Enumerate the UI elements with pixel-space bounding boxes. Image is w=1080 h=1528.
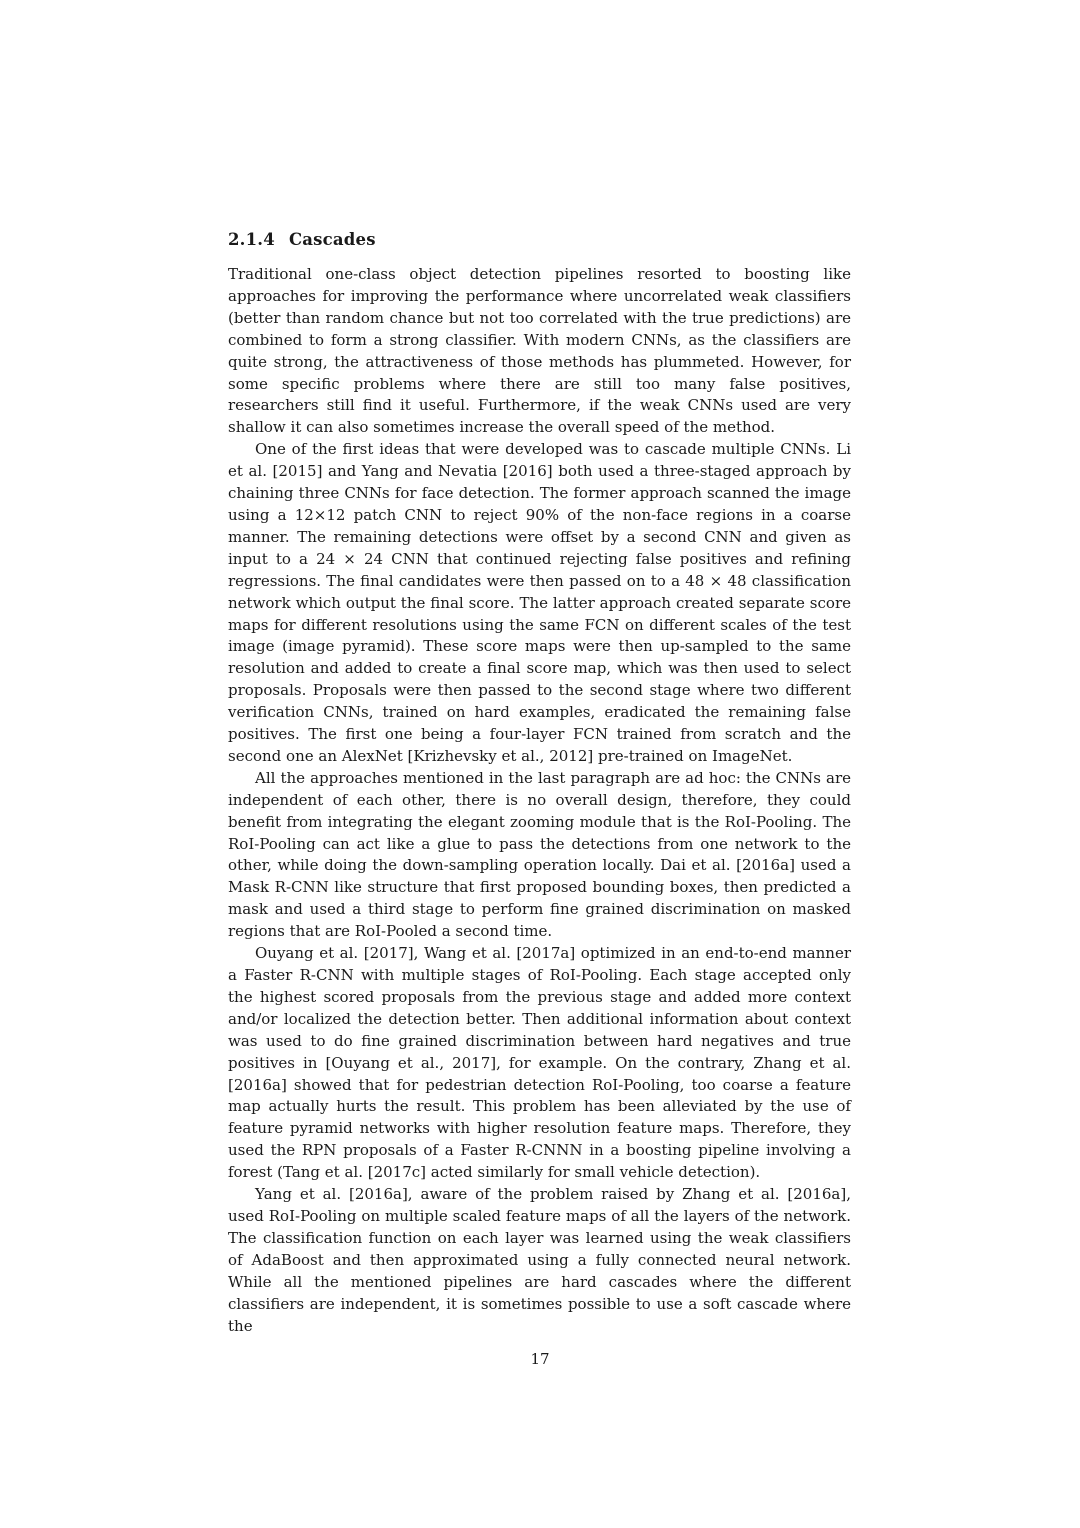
paragraph-2: One of the first ideas that were developed was to cascade multiple CNNs. Li et al. [2015] and Yang and Nevatia [2016] both used a three-staged approach by chaining three CNNs for face detection. The former approach scanned the image using a 12×12 patch CNN to reject 90% of the non-face regions in a coarse manner. The remaining detections were offset by a second CNN and given as input to a 24 × 24 CNN that continued rejecting false positives and refining regressions. The final candidates were then passed on to a 48 × 48 classification network which output the final score. The latter approach created separate score maps for different resolutions using the same FCN on different scales of the test image (image pyramid). These score maps were then up-sampled to the same resolution and added to create a final score map, which was then used to select proposals. Proposals were then passed to the second stage where two different verification CNNs, trained on hard examples, eradicated the remaining false positives. The first one being a four-layer FCN trained from scratch and the second one an AlexNet [Krizhevsky et al., 2012] pre-trained on ImageNet. bbox=[228, 440, 851, 765]
page-number: 17 bbox=[530, 1350, 550, 1368]
section-number: 2.1.4 bbox=[228, 230, 275, 249]
paragraph-3: All the approaches mentioned in the last paragraph are ad hoc: the CNNs are independent of each other, there is no overall design, therefore, they could benefit from integrating the elegant zooming module that is the RoI-Pooling. The RoI-Pooling can act like a glue to pass the detections from one network to the other, while doing the down-sampling operation locally. Dai et al. [2016a] used a Mask R-CNN like structure that first proposed bounding boxes, then predicted a mask and used a third stage to perform fine grained discrimination on masked regions that are RoI-Pooled a second time. bbox=[228, 768, 851, 941]
section-heading bbox=[228, 228, 851, 252]
paragraph-1: Traditional one-class object detection pipelines resorted to boosting like approaches for improving the performance where uncorrelated weak classifiers (better than random chance but not too correlated with the true predictions) are combined to form a strong classifier. With modern CNNs, as the classifiers are quite strong, the attractiveness of those methods has plummeted. However, for some specific problems where there are still too many false positives, researchers still find it useful. Furthermore, if the weak CNNs used are very shallow it can also sometimes increase the overall speed of the method. bbox=[228, 265, 851, 437]
section-title: Cascades bbox=[288, 230, 376, 249]
paragraph-4: Ouyang et al. [2017], Wang et al. [2017a] optimized in an end-to-end manner a Faster R-CNN with multiple stages of RoI-Pooling. Each stage accepted only the highest scored proposals from the previous stage and added more context and/or localized the detection better. Then additional information about context was used to do fine grained discrimination between hard negatives and true positives in [Ouyang et al., 2017], for example. On the contrary, Zhang et al. [2016a] showed that for pedestrian detection RoI-Pooling, too coarse a feature map actually hurts the result. This problem has been alleviated by the use of feature pyramid networks with higher resolution feature maps. Therefore, they used the RPN proposals of a Faster R-CNNN in a boosting pipeline involving a forest (Tang et al. [2017c] acted similarly for small vehicle detection). bbox=[228, 944, 851, 1182]
page-body bbox=[228, 228, 851, 1337]
paragraph-5: Yang et al. [2016a], aware of the problem raised by Zhang et al. [2016a], used RoI-Pooling on multiple scaled feature maps of all the layers of the network. The classification function on each layer was learned using the weak classifiers of AdaBoost and then approximated using a fully connected neural network. While all the mentioned pipelines are hard cascades where the different classifiers are independent, it is sometimes possible to use a soft cascade where the bbox=[228, 1185, 851, 1335]
